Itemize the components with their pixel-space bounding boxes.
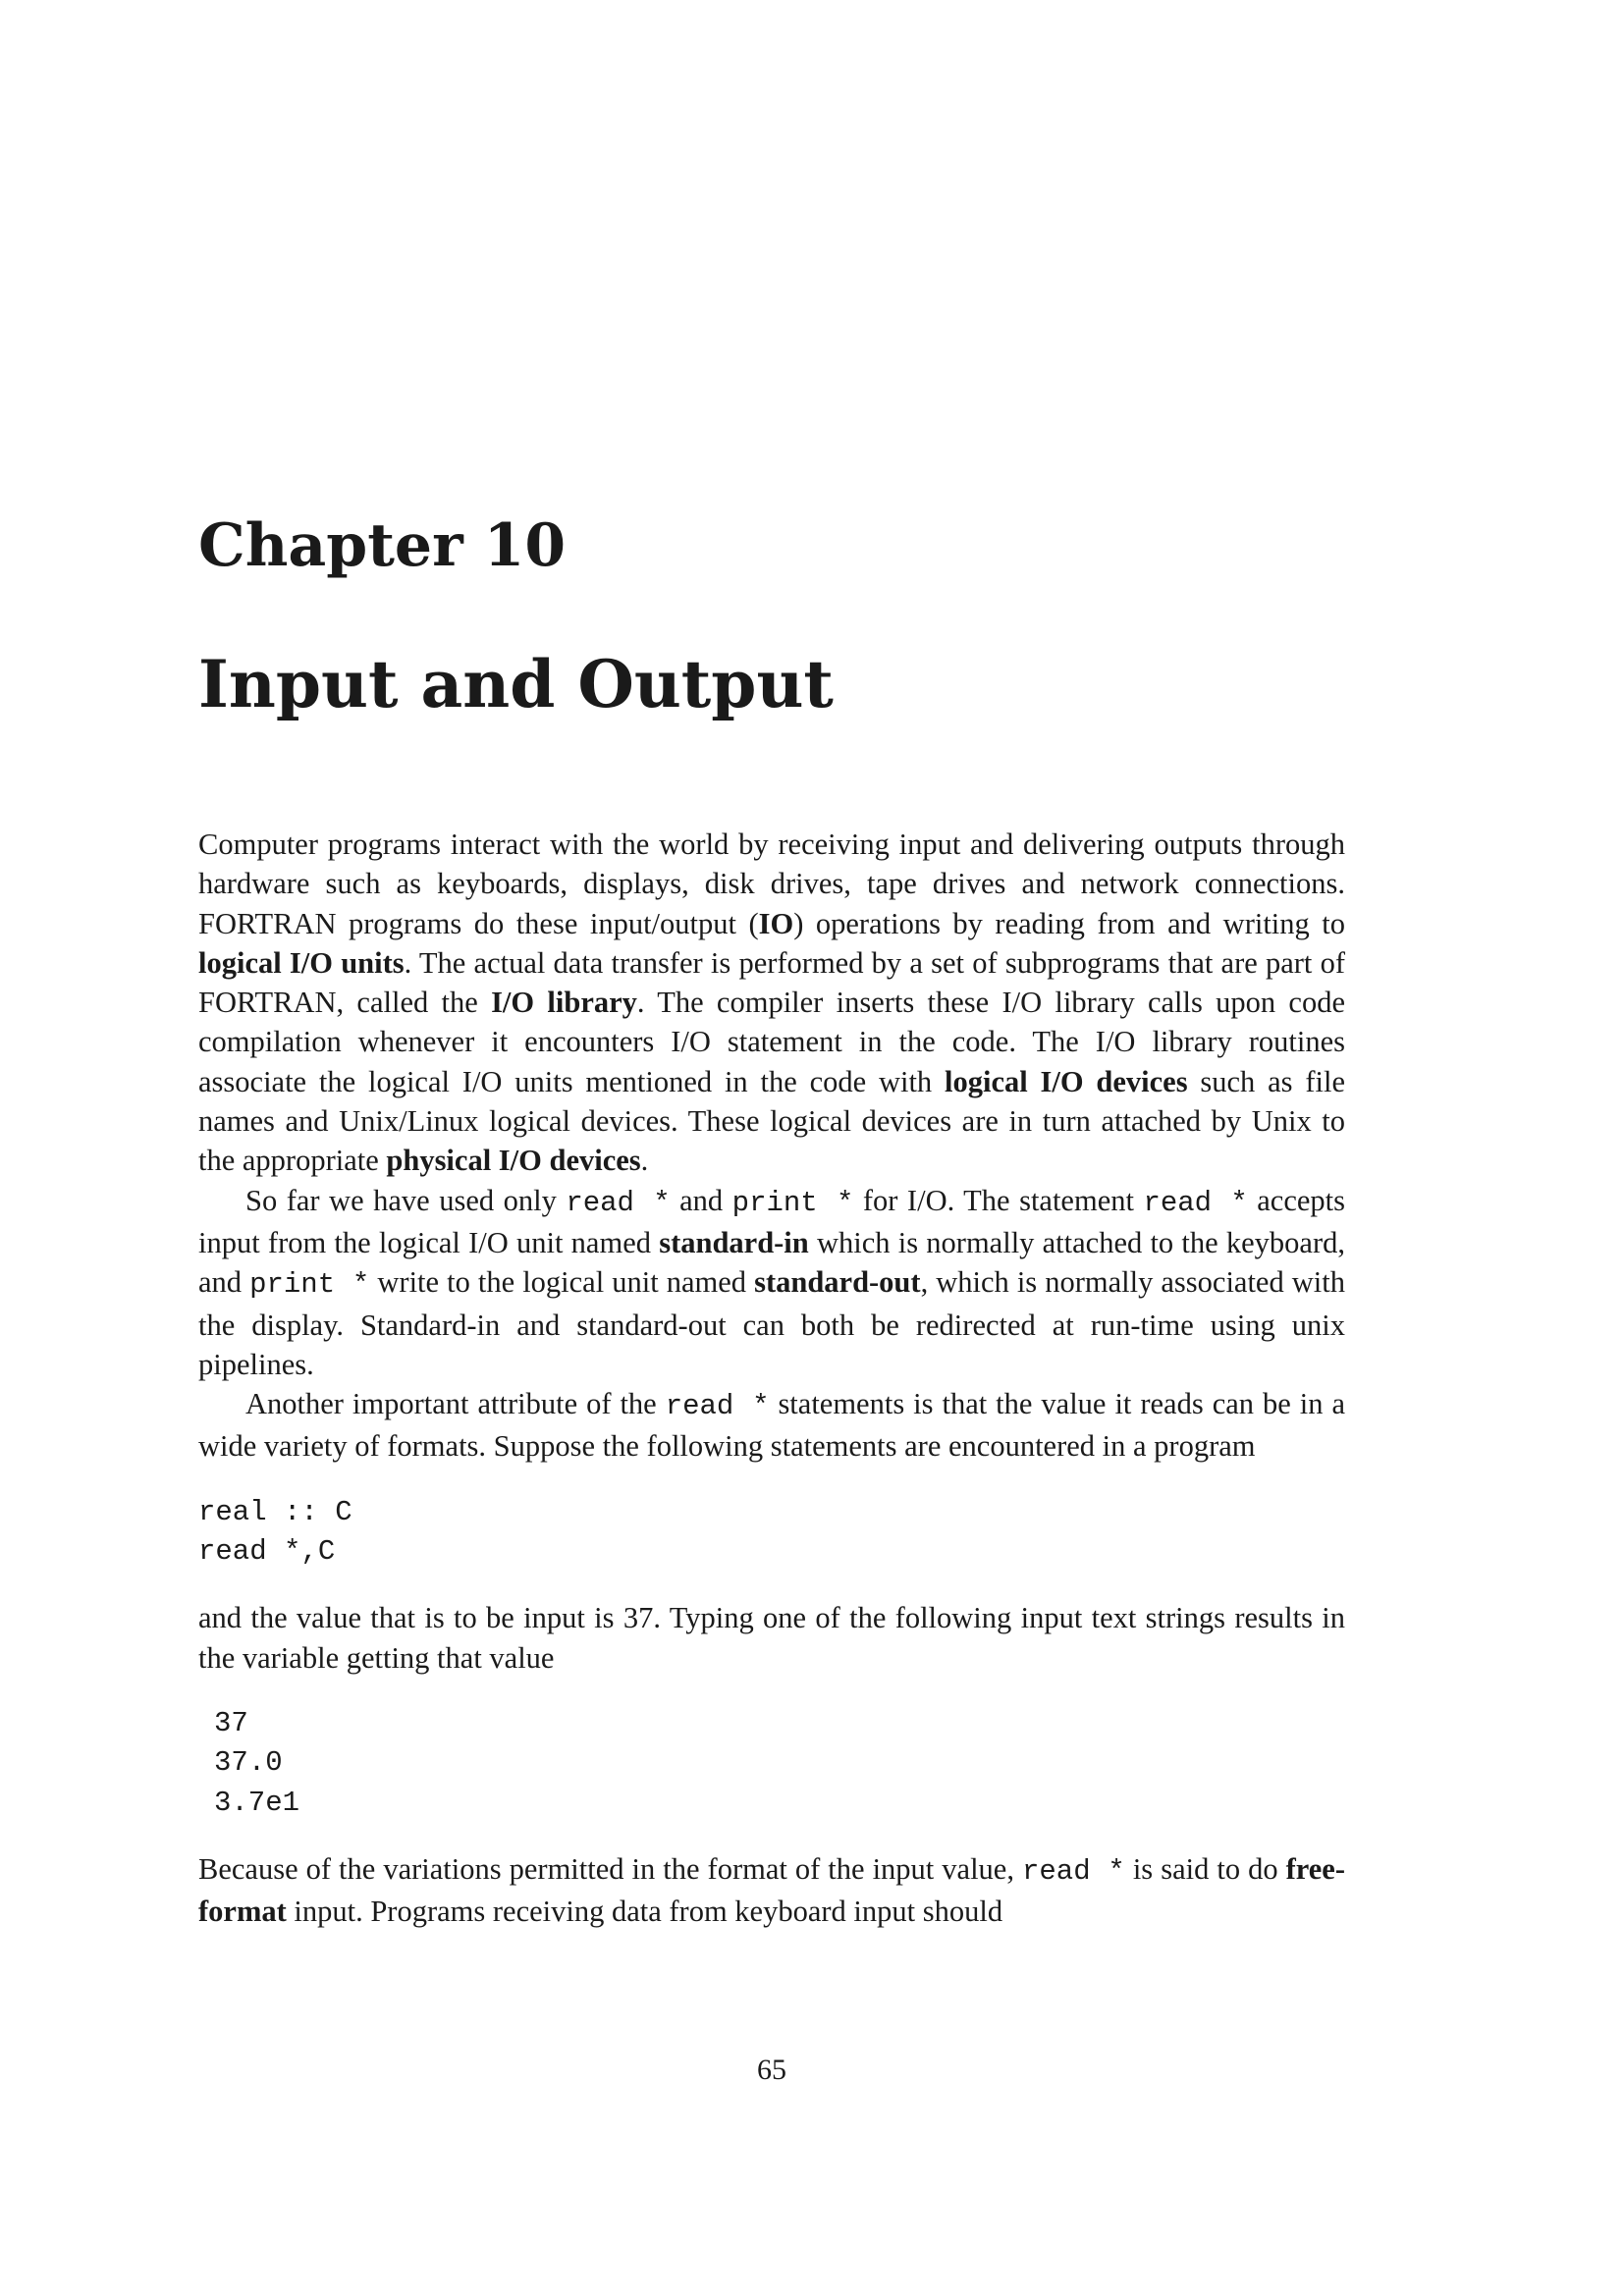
paragraph-formats: Another important attribute of the read * statements is that the value it reads can be in a wide variety of formats. Suppose the following statements are encountered in a program: [198, 1387, 1345, 1464]
bold-term-logical-io-units: logical I/O units: [198, 945, 405, 980]
paragraph-intro: Computer programs interact with the world by receiving input and delivering outputs through hardware such as keyboards, displays, disk drives, tape drives and network connections. FORTRAN programs do these input/output (IO) operations by reading from and writing to logical I/O units. The actual data transfer is performed by a set of subprograms that are part of FORTRAN, called the I/O library. The compiler inserts these I/O library calls upon code compilation whenever it encounters I/O statement in the code. The I/O library routines associate the logical I/O units mentioned in the code with logical I/O devices such as file names and Unix/Linux logical devices. These logical devices are in turn attached by Unix to the appropriate physical I/O devices.: [198, 828, 1346, 1178]
chapter-label: Chapter 10: [198, 511, 567, 580]
paragraph-input-value: and the value that is to be input is 37. Typing one of the following input text strings results in the variable getting that value: [198, 1601, 1345, 1675]
code-line: 3.7e1: [214, 1786, 300, 1819]
inline-code: read *: [566, 1186, 671, 1219]
code-block-declaration: [198, 1493, 1345, 1573]
inline-code: read *: [665, 1390, 770, 1423]
bold-term-free-format: free-format: [198, 1851, 1345, 1929]
code-line: real :: C: [198, 1495, 352, 1528]
inline-code: print *: [249, 1268, 370, 1302]
inline-code: read *: [1022, 1854, 1125, 1888]
chapter-body: [198, 825, 1345, 1931]
chapter-title: Input and Output: [198, 646, 834, 722]
code-line: 37.0: [214, 1746, 283, 1780]
paragraph-standard-io: So far we have used only read * and print * for I/O. The statement read * accepts input from the logical I/O unit named standard-in which is normally attached to the keyboard, and print * write to the logical unit named standard-out, which is normally associated with the display. Standard-in and standard-out can both be redirected at run-time using unix pipelines.: [198, 1183, 1346, 1381]
bold-term-standard-out: standard-out: [754, 1265, 921, 1300]
bold-term-physical-io-devices: physical I/O devices: [386, 1144, 641, 1178]
inline-code: print *: [731, 1186, 854, 1219]
inline-code: read *: [1143, 1186, 1248, 1219]
bold-term-io-library: I/O library: [491, 986, 637, 1020]
bold-term-logical-io-devices: logical I/O devices: [945, 1064, 1188, 1098]
code-block-input-strings: [214, 1704, 1345, 1823]
bold-term-io: IO: [758, 906, 794, 940]
bold-term-standard-in: standard-in: [659, 1225, 809, 1259]
code-line: read *,C: [198, 1535, 336, 1569]
code-line: 37: [214, 1706, 248, 1739]
paragraph-free-format: Because of the variations permitted in the format of the input value, read * is said to do free-format input. Programs receiving data from keyboard input should: [198, 1851, 1345, 1929]
page-number: 65: [757, 2054, 786, 2086]
